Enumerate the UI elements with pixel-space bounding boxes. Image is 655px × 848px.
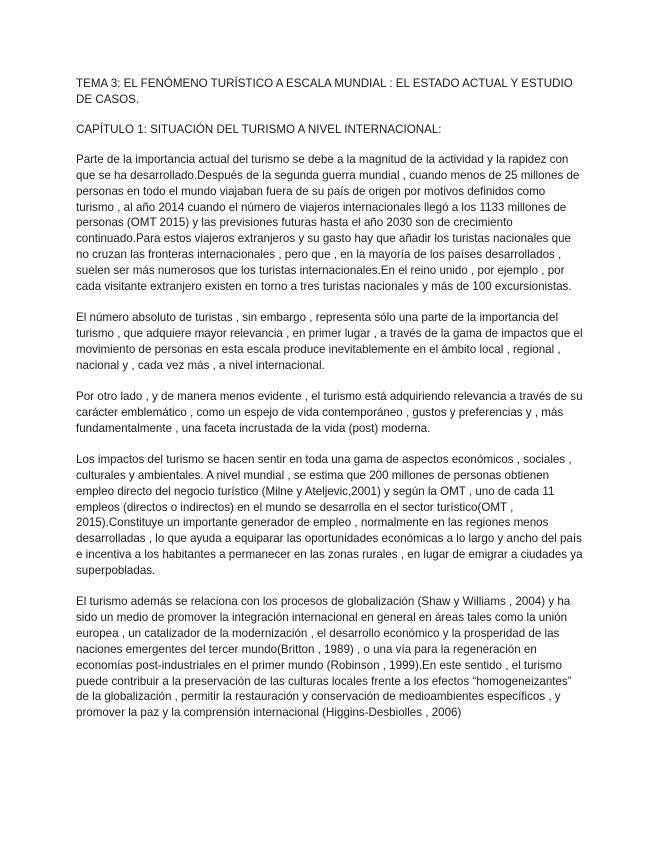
chapter-heading: CAPÍTULO 1: SITUACIÓN DEL TURISMO A NIVEL INTERNACIONAL: (76, 122, 442, 136)
body-paragraph: Parte de la importancia actual del turismo se debe a la magnitud de la actividad y la rapidez con que se ha desarrollado.Después de la segunda guerra mundial , cuando menos de 25 millones de personas en todo el mundo viajaban fuera de su país de origen por motivos definidos como turismo , al año 2014 cuando el número de viajeros internacionales llegó a los 1133 millones de personas (OMT 2015) y las previsiones futuras hasta el año 2030 son de crecimiento continuado.Para estos viajeros extranjeros y su gasto hay que añadir los turistas nacionales que no cruzan las fronteras internacionales , pero que , en la mayoría de los países desarrollados , suelen ser más numerosos que los turistas internacionales.En el reino unido , por ejemplo , por cada visitante extranjero existen en torno a tres turistas nacionales y más de 100 excursionistas. (76, 153, 580, 293)
document-page (76, 76, 584, 737)
body-paragraph: El número absoluto de turistas , sin embargo , representa sólo una parte de la importancia del turismo , que adquiere mayor relevancia , en primer lugar , a través de la gama de impactos que el movimiento de personas en esta escala produce inevitablemente en el ámbito local , regional , nacional y , cada vez más , a nivel internacional. (76, 311, 583, 372)
document-title: TEMA 3: EL FENÓMENO TURÍSTICO A ESCALA MUNDIAL : EL ESTADO ACTUAL Y ESTUDIO DE CASOS. (76, 77, 573, 106)
body-paragraph: El turismo además se relaciona con los procesos de globalización (Shaw y Williams , 2004) y ha sido un medio de promover la integración internacional en general en áreas tales como la unión europea , un catalizador de la modernización , el desarrollo económico y la prosperidad de las naciones emergentes del tercer mundo(Britton , 1989) , o una vía para la regeneración en economías post-industriales en el primer mundo (Robinson , 1999).En este sentido , el turismo puede contribuir a la preservación de las culturas locales frente a los efectos “homogeneizantes” de la globalización , permitir la restauración y conservación de medioambientes específicos , y promover la paz y la comprensión internacional (Higgins-Desbiolles , 2006) (76, 595, 572, 720)
body-paragraph: Los impactos del turismo se hacen sentir en toda una gama de aspectos económicos , sociales , culturales y ambientales. A nivel mundial , se estima que 200 millones de personas obtienen empleo directo del negocio turístico (Milne y Ateljevic,2001) y según la OMT , uno de cada 11 empleos (directos o indirectos) en el mundo se desarrolla en el sector turístico(OMT , 2015).Constituye un importante generador de empleo , normalmente en las regiones menos desarrolladas , lo que ayuda a equiparar las oportunidades económicas a lo largo y ancho del país e incentiva a los habitantes a permanecer en las zonas rurales , en lugar de emigrar a ciudades ya superpobladas. (76, 453, 583, 577)
body-paragraph: Por otro lado , y de manera menos evidente , el turismo está adquiriendo relevancia a través de su carácter emblemático , como un espejo de vida contemporáneo , gustos y preferencias y , más fundamentalmente , una faceta incrustada de la vida (post) moderna. (76, 390, 583, 435)
